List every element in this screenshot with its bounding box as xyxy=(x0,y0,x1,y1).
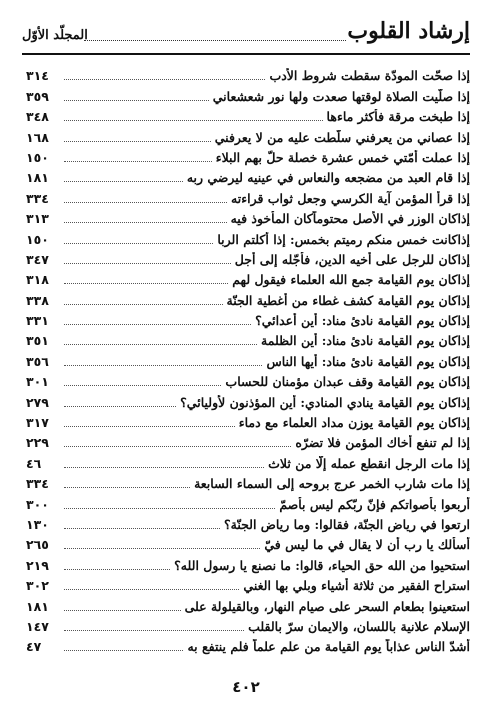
entry-text: أربعوا بأصواتكم فإنّ ربّكم ليس بأصمّ xyxy=(279,496,470,512)
dotted-leader xyxy=(64,548,260,549)
entry-text: إذاكان الوزر في الأصل محتوماًكان المأخوذ فيه xyxy=(230,211,470,227)
entry-page-number: ١٨١ xyxy=(26,598,49,614)
entry-page-number: ٣٣٤ xyxy=(26,190,49,206)
entry-text: إذا مات الرجل انقطع عمله إلّا من ثلاث xyxy=(268,455,470,471)
entry-text: إذاكانت خمس منكم رميتم بخمس: إذا أكلتم الربا xyxy=(217,231,470,247)
dotted-leader xyxy=(64,426,235,427)
index-entry xyxy=(26,370,470,390)
entry-text: أشدّ الناس عذاباً يوم القيامة من علم علماً فلم ينتفع به xyxy=(187,639,470,655)
dotted-leader xyxy=(64,161,212,162)
entry-text: استراح الفقير من ثلاثة أشياء وبلي بها الغني xyxy=(243,578,470,594)
entry-page-number: ٣٤٨ xyxy=(26,109,49,125)
entry-page-number: ٣٠١ xyxy=(26,374,49,390)
entry-text: استحيوا من الله حق الحياء، قالوا: ما نصنع يا رسول الله؟ xyxy=(174,557,470,573)
index-entry xyxy=(26,64,470,84)
page-number: ٤٠٢ xyxy=(232,678,260,696)
entry-page-number: ٣٠٢ xyxy=(26,578,49,594)
volume-label: المجلّد الأوّل xyxy=(22,28,88,43)
entry-text: إذا لم تنفع أخاك المؤمن فلا تضرّه xyxy=(295,435,470,451)
entry-page-number: ٣١٨ xyxy=(26,272,49,288)
dotted-leader xyxy=(64,283,228,284)
dotted-leader xyxy=(64,528,220,529)
dotted-leader xyxy=(64,324,251,325)
entry-page-number: ٣١٤ xyxy=(26,68,49,84)
dotted-leader xyxy=(64,467,264,468)
entry-page-number: ٣٥٦ xyxy=(26,353,49,369)
entry-page-number: ٢٢٩ xyxy=(26,435,49,451)
dotted-leader xyxy=(64,202,227,203)
dotted-leader xyxy=(64,243,213,244)
dotted-leader xyxy=(64,650,183,651)
index-entry xyxy=(26,553,470,573)
entry-page-number: ٣٣٤ xyxy=(26,476,49,492)
header-dotted-leader xyxy=(84,40,346,41)
dotted-leader xyxy=(64,120,323,121)
entry-text: إذاكان يوم القيامة جمع الله العلماء فيقول لهم xyxy=(232,272,470,288)
index-entry xyxy=(26,309,470,329)
index-entry xyxy=(26,166,470,186)
dotted-leader xyxy=(64,365,262,366)
entry-text: إذا مات شارب الخمر عرج بروحه إلى السماء السابعة xyxy=(194,476,470,492)
dotted-leader xyxy=(64,304,223,305)
dotted-leader xyxy=(64,610,181,611)
index-entry xyxy=(26,594,470,614)
entry-page-number: ٢١٩ xyxy=(26,557,49,573)
header-rule xyxy=(22,53,470,55)
index-entry xyxy=(26,411,470,431)
entry-text: إذاكان يوم القيامة نادئ مناد: أين الظلمة xyxy=(261,333,470,349)
entry-page-number: ٣٤٧ xyxy=(26,251,49,267)
dotted-leader xyxy=(64,508,275,509)
entry-page-number: ١٦٨ xyxy=(26,129,49,145)
index-entry xyxy=(26,227,470,247)
dotted-leader xyxy=(64,630,244,631)
entry-page-number: ١٤٧ xyxy=(26,618,49,634)
entry-page-number: ٢٧٩ xyxy=(26,394,49,410)
dotted-leader xyxy=(64,569,170,570)
entry-text: إذاكان للرجل على أخيه الدين، فأجّله إلى أجل xyxy=(234,251,470,267)
entry-page-number: ٢٦٥ xyxy=(26,537,49,553)
index-entry xyxy=(26,513,470,533)
entry-page-number: ٣٥٩ xyxy=(26,88,49,104)
dotted-leader xyxy=(64,263,231,264)
entry-text: ارتعوا في رياض الجنّة، فقالوا: وما رياض الجنّة؟ xyxy=(224,516,470,532)
entry-page-number: ١٥٠ xyxy=(26,149,49,165)
entry-text: إذا قام العبد من مضجعه والنعاس في عينيه ليرضي ربه xyxy=(186,170,470,186)
dotted-leader xyxy=(64,446,291,447)
entry-page-number: ١٨١ xyxy=(26,170,49,186)
entry-text: إذاكان يوم القيامة نادئ مناد: أيها الناس xyxy=(266,353,470,369)
page-header xyxy=(22,18,470,54)
entry-page-number: ٤٦ xyxy=(26,455,42,471)
entry-page-number: ٣٣١ xyxy=(26,313,49,329)
dotted-leader xyxy=(64,589,239,590)
index-entry xyxy=(26,186,470,206)
index-entry xyxy=(26,329,470,349)
index-entry xyxy=(26,574,470,594)
entry-text: إذاكان يوم القيامة كشف غطاء من أغطية الجنّة xyxy=(226,292,470,308)
book-title: إرشاد القلوب xyxy=(347,18,470,44)
dotted-leader xyxy=(64,385,221,386)
dotted-leader xyxy=(64,181,183,182)
index-entry xyxy=(26,207,470,227)
entry-text: إذاكان يوم القيامة يوزن مداد العلماء مع دماء xyxy=(238,415,470,431)
index-entry xyxy=(26,146,470,166)
entry-page-number: ٣٥١ xyxy=(26,333,49,349)
index-entry xyxy=(26,248,470,268)
index-list xyxy=(26,64,470,655)
entry-page-number: ٤٧ xyxy=(26,639,42,655)
entry-text: إذا صحّت المودّة سقطت شروط الأدب xyxy=(269,68,470,84)
index-entry xyxy=(26,451,470,471)
index-entry xyxy=(26,472,470,492)
index-entry xyxy=(26,492,470,512)
entry-text: إذا قرأ المؤمن آية الكرسي وجعل ثواب قراءته xyxy=(231,190,470,206)
index-entry xyxy=(26,615,470,635)
dotted-leader xyxy=(64,487,190,488)
entry-text: إذا طبخت مرقة فأكثر ماءها xyxy=(326,109,470,125)
dotted-leader xyxy=(64,141,211,142)
entry-text: الإسلام علانية باللسان، والايمان سرّ بالقلب xyxy=(248,618,470,634)
entry-page-number: ١٣٠ xyxy=(26,516,49,532)
entry-page-number: ٣١٣ xyxy=(26,211,49,227)
entry-page-number: ٣٠٠ xyxy=(26,496,49,512)
index-entry xyxy=(26,288,470,308)
index-entry xyxy=(26,635,470,655)
entry-text: إذا صلّيت الصلاة لوقتها صعدت ولها نور شعشعاني xyxy=(212,88,470,104)
index-entry xyxy=(26,84,470,104)
entry-page-number: ٣٣٨ xyxy=(26,292,49,308)
entry-text: إذاكان يوم القيامة وقف عبدان مؤمنان للحساب xyxy=(225,374,470,390)
index-entry xyxy=(26,533,470,553)
entry-page-number: ٣١٧ xyxy=(26,415,49,431)
index-entry xyxy=(26,105,470,125)
index-entry xyxy=(26,268,470,288)
index-entry xyxy=(26,431,470,451)
entry-text: إذا عملت أمّتي خمس عشرة خصلة حلّ بهم البلاء xyxy=(215,149,470,165)
index-entry xyxy=(26,390,470,410)
dotted-leader xyxy=(64,406,176,407)
dotted-leader xyxy=(64,79,265,80)
entry-text: إذاكان يوم القيامة ينادي المنادي: أين المؤذنون لأوليائي؟ xyxy=(180,394,470,410)
index-entry xyxy=(26,125,470,145)
dotted-leader xyxy=(64,100,209,101)
dotted-leader xyxy=(64,344,257,345)
entry-text: إذاكان يوم القيامة نادئ مناد: أين أعدائي؟ xyxy=(255,313,470,329)
entry-text: استعينوا بطعام السحر على صيام النهار، وبالقيلولة على xyxy=(184,598,470,614)
entry-text: إذا عصاني من يعرفني سلّطت عليه من لا يعرفني xyxy=(214,129,470,145)
entry-page-number: ١٥٠ xyxy=(26,231,49,247)
index-entry xyxy=(26,349,470,369)
dotted-leader xyxy=(64,222,227,223)
entry-text: أسألك يا رب أن لا يقال في ما ليس فيّ xyxy=(264,537,470,553)
